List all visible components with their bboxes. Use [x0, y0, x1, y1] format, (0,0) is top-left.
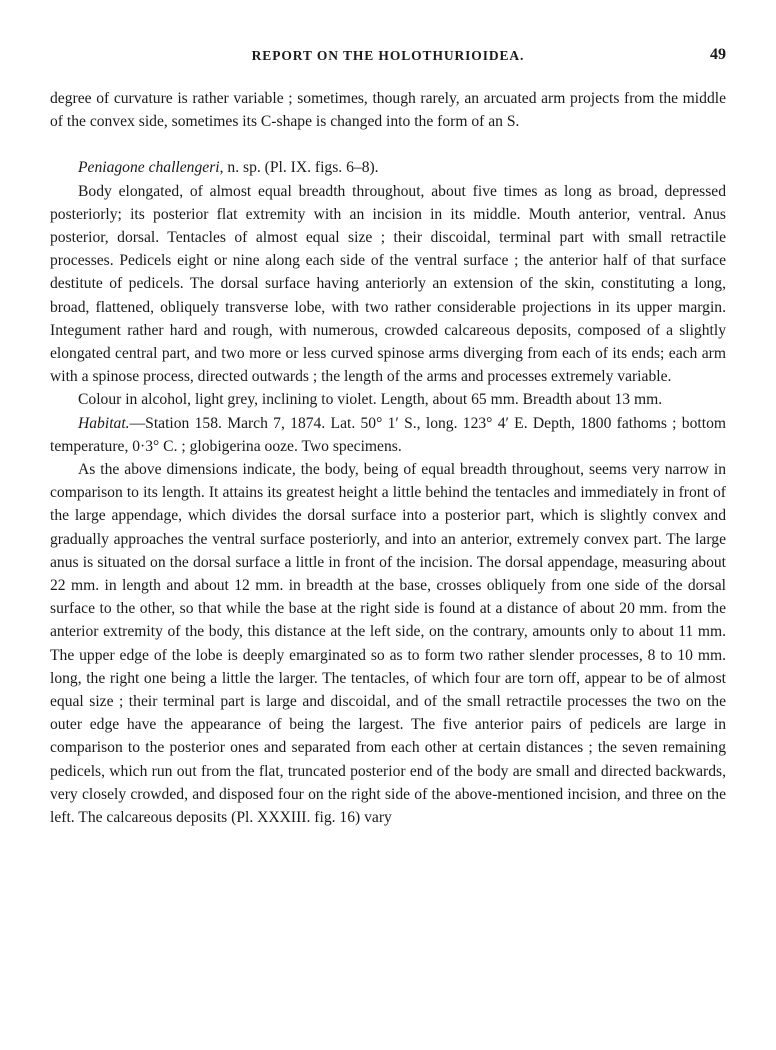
species-reference: , n. sp. (Pl. IX. figs. 6–8). — [219, 159, 379, 177]
page-number: 49 — [710, 46, 726, 63]
paragraph-continuation: degree of curvature is rather variable ; sometimes, though rarely, an arcuated arm projects from the middle of the convex side, sometimes its C-shape is changed into the form of an S. — [50, 90, 726, 131]
document-page — [50, 40, 726, 829]
body-text — [50, 87, 726, 829]
species-name: Peniagone challengeri — [78, 159, 220, 177]
paragraph-colour: Colour in alcohol, light grey, inclining to violet. Length, about 65 mm. Breadth about 13 mm. — [78, 391, 663, 409]
species-heading — [50, 156, 726, 179]
paragraph-discussion: As the above dimensions indicate, the body, being of equal breadth throughout, seems very narrow in comparison to its length. It attains its greatest height a little behind the tentacles and immediately in front of the large appendage, which divides the dorsal surface into a posterior part, which is slightly convex and gradually approaches the ventral surface posteriorly, and into an anterior, extremely convex part. The large anus is situated on the dorsal surface a little in front of the incision. The dorsal appendage, measuring about 22 mm. in length and about 12 mm. in breadth at the base, crosses obliquely from one side of the dorsal surface to the other, so that while the base at the right side is found at a distance of about 20 mm. from the anterior extremity of the body, this distance at the left side, on the contrary, amounts only to about 11 mm. The upper edge of the lobe is deeply emarginated so as to form two rather slender processes, 8 to 10 mm. long, the right one being a little the larger. The tentacles, of which four are torn off, appear to be of almost equal size ; their terminal part is large and discoidal, and of the small retractile processes the two on the outer edge have the appearance of being the largest. The five anterior pairs of pedicels are large in comparison to the posterior ones and separated from each other at certain distances ; the seven remaining pedicels, which run out from the flat, truncated posterior end of the body are small and directed backwards, very closely crowded, and disposed four on the right side of the above-mentioned incision, and three on the left. The calcareous deposits (Pl. XXXIII. fig. 16) vary — [50, 461, 726, 827]
paragraph-habitat — [50, 412, 726, 458]
running-head: REPORT ON THE HOLOTHURIOIDEA. — [251, 48, 525, 63]
habitat-details: —Station 158. March 7, 1874. Lat. 50° 1′ S., long. 123° 4′ E. Depth, 1800 fathoms ; bottom temperature, 0·3° C. ; globigerina ooze. Two specimens. — [50, 414, 726, 455]
page-header — [50, 40, 726, 70]
habitat-label: Habitat. — [78, 414, 130, 432]
paragraph-description: Body elongated, of almost equal breadth throughout, about five times as long as broad, depressed posteriorly; its posterior flat extremity with an incision in its middle. Mouth anterior, ventral. Anus posterior, dorsal. Tentacles of almost equal size ; their discoidal, terminal part with small retractile processes. Pedicels eight or nine along each side of the ventral surface ; the anterior half of that surface destitute of pedicels. The dorsal surface having anteriorly an extension of the skin, constituting a long, broad, flattened, obliquely transverse lobe, with two rather considerable projections in its upper margin. Integument rather hard and rough, with numerous, crowded calcareous deposits, composed of a slightly elongated central part, and two more or less curved spinose arms diverging from each of its ends; each arm with a spinose process, directed outwards ; the length of the arms and processes extremely variable. — [50, 182, 726, 386]
